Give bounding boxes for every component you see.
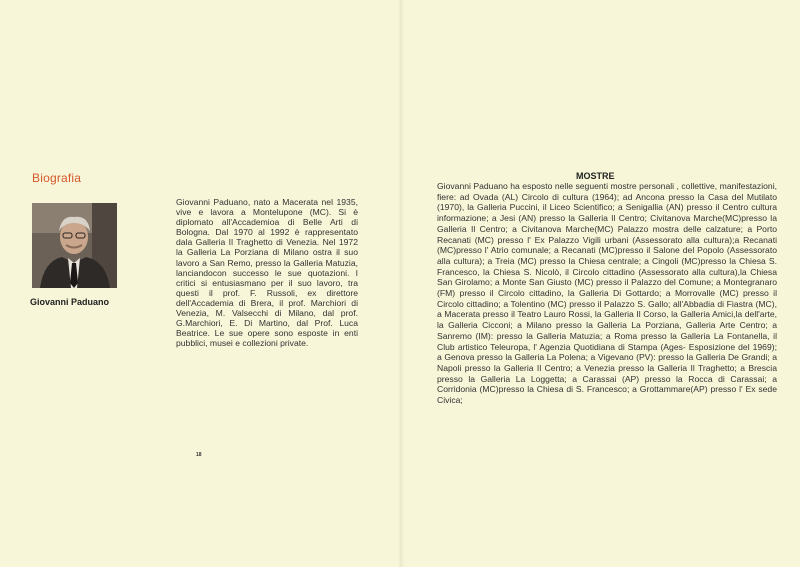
page-fold	[398, 0, 404, 567]
page-number: 18	[196, 452, 202, 458]
portrait-photo	[32, 203, 117, 288]
section-title: Biografia	[32, 171, 82, 185]
biography-text: Giovanni Paduano, nato a Macerata nel 1935, vive e lavora a Montelupone (MC). Si è diplomato all'Accademioa di Belle Arti di Bologna. Dal 1970 al 1992 è rappresentato dala Galleria Il Traghetto di Venezia. Nel 1972 la Galleria La Porziana di Milano ostra il suo lavoro a San Remo, presso la Galleria Matuzia, lanciandocon successo le sue quotazioni. I critici si entusiasmano per il suo lavoro, tra questi il prof. F. Russoli, ex direttore dell'Accademia di Brera, il prof. Marchiori di Venezia, M. Valsecchi di Milano, dal prof. G.Marchiori, E. Di Martino, dal Prof. Luca Beatrice. Le sue opere sono esposte in enti pubblici, musei e collezioni private.	[176, 197, 358, 349]
author-name: Giovanni Paduano	[30, 297, 110, 307]
exhibitions-text: Giovanni Paduano ha esposto nelle seguenti mostre personali , collettive, manifestazioni, fiere: ad Ovada (AL) Circolo di cultura (1964); ad Ancona presso la Casa del Mutilato (1970), la Galleria Puccini, il Liceo Scientifico; a Senigallia (AN) presso il Centro cultura informazione; a Jesi (AN) presso la Galleria Il Centro; Civitanova Marche(MC)presso la Galleria Il Centro; a Civitanova Marche(MC) Palazzo mostra delle calzature; a Porto Recanati (MC) presso l' Ex Palazzo Vigili urbani (Assessorato alla cultura);a Recanati (MC)presso l' Atrio comunale; a Recanati (MC)presso il Salone del Popolo (Assessorato alla cultura); a Treia (MC) presso la Chiesa centrale; a Cingoli (MC)presso la Chiesa S. Francesco, la Chiesa S. Nicolò, il Circolo cittadino (Assessorato alla cultura),la Chiesa San Girolamo; a Monte San Giusto (MC) presso il Palazzo del Comune; a Montegranaro (FM) presso il Circolo cittadino, la Galleria Di Gottardo; a Morrovalle (MC) presso il Circolo cittadino; a Tolentino (MC) presso il Palazzo S. Gallo; all'Abbadia di Fiastra (MC), a Macerata presso il Teatro Lauro Rossi, la Galleria Il Corso, la Galleria Amici,la dell'arte, la Galleria Cicconi; a Milano presso la Galleria La Porziana, Galleria Arte Centro; a Sanremo (IM): presso la Galleria Matuzia; a Roma presso la Galleria La Fontanella, il Club artistico Teleuropa, l' Agenzia Quotidiana di Stampa (Ages- Esposizione del 1969); a Genova presso la Galleria La Polena; a Vigevano (PV): presso la Galleria De Grandi; a Napoli presso la Galleria Il Centro; a Venezia presso la Galleria Il Traghetto; a Brescia presso la Galleria La Loggetta; a Carassai (AP) presso la Rocca di Carassai; a Corridonia (MC)presso la Chiesa di S. Francesco; a Grottammare(AP) presso l' Ex sede Civica;	[437, 181, 777, 406]
exhibitions-title: MOSTRE	[576, 171, 615, 181]
portrait-photo-icon	[32, 203, 117, 288]
